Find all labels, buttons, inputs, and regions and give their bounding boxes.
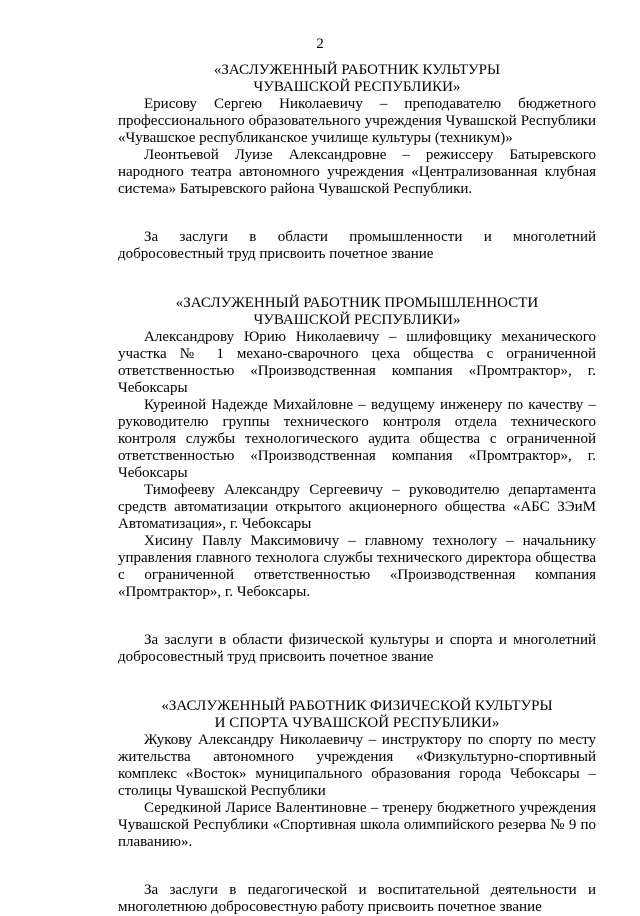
award-title-line: ЧУВАШСКОЙ РЕСПУБЛИКИ» [253,312,461,328]
awardee-paragraph: Жукову Александру Николаевичу – инструктору по спорту по месту жительства автономного учреждения «Физкультурно-спортивный комплекс «Восток» муниципального образования города Чебоксары – столицы Чувашской Республики [118,732,596,799]
award-title-line: «ЗАСЛУЖЕННЫЙ РАБОТНИК ПРОМЫШЛЕННОСТИ [175,295,539,311]
award-title-sport [118,698,596,732]
awardee-paragraph: Александрову Юрию Николаевичу – шлифовщику механического участка № 1 механо-сварочного цеха общества с ограниченной ответственностью «Производственная компания «Промтрактор», г. Чебоксары [118,329,596,396]
decree-paragraph: За заслуги в области физической культуры и спорта и многолетний добросовестный труд присвоить почетное звание [118,632,596,665]
awardee-paragraph: Хисину Павлу Максимовичу – главному технологу – начальнику управления главного технолога службы технического директора общества с ограниченной ответственностью «Производственная компания «Промтрактор», г. Чебоксары. [118,533,596,600]
awardee-paragraph: Тимофееву Александру Сергеевичу – руководителю департамента средств автоматизации открытого акционерного общества «АБС ЗЭиМ Автоматизация», г. Чебоксары [118,482,596,532]
page-number: 2 [316,36,324,52]
awardee-paragraph: Середкиной Ларисе Валентиновне – тренеру бюджетного учреждения Чувашской Республики «Спортивная школа олимпийского резерва № 9 по плаванию». [118,800,596,850]
award-title-line: «ЗАСЛУЖЕННЫЙ РАБОТНИК ФИЗИЧЕСКОЙ КУЛЬТУРЫ [161,698,553,714]
award-title-line: «ЗАСЛУЖЕННЫЙ РАБОТНИК КУЛЬТУРЫ [213,62,501,78]
document-body [118,62,596,916]
award-title-culture [118,62,596,96]
award-title-line: ЧУВАШСКОЙ РЕСПУБЛИКИ» [253,79,461,95]
award-title-industry [118,295,596,329]
decree-paragraph: За заслуги в области промышленности и многолетний добросовестный труд присвоить почетное звание [118,229,596,262]
decree-paragraph: За заслуги в педагогической и воспитательной деятельности и многолетнюю добросовестную работу присвоить почетное звание [118,882,596,915]
award-title-line: И СПОРТА ЧУВАШСКОЙ РЕСПУБЛИКИ» [214,715,500,731]
awardee-paragraph: Ерисову Сергею Николаевичу – преподавателю бюджетного профессионального образовательного учреждения Чувашской Республики «Чувашское республиканское училище культуры (техникум)» [118,96,596,146]
awardee-paragraph: Куреиной Надежде Михайловне – ведущему инженеру по качеству – руководителю группы технического контроля отдела технического контроля службы технологического аудита общества с ограниченной ответственностью «Производственная компания «Промтрактор», г. Чебоксары [118,397,596,481]
awardee-paragraph: Леонтьевой Луизе Александровне – режиссеру Батыревского народного театра автономного учреждения «Централизованная клубная система» Батыревского района Чувашской Республики. [118,147,596,197]
